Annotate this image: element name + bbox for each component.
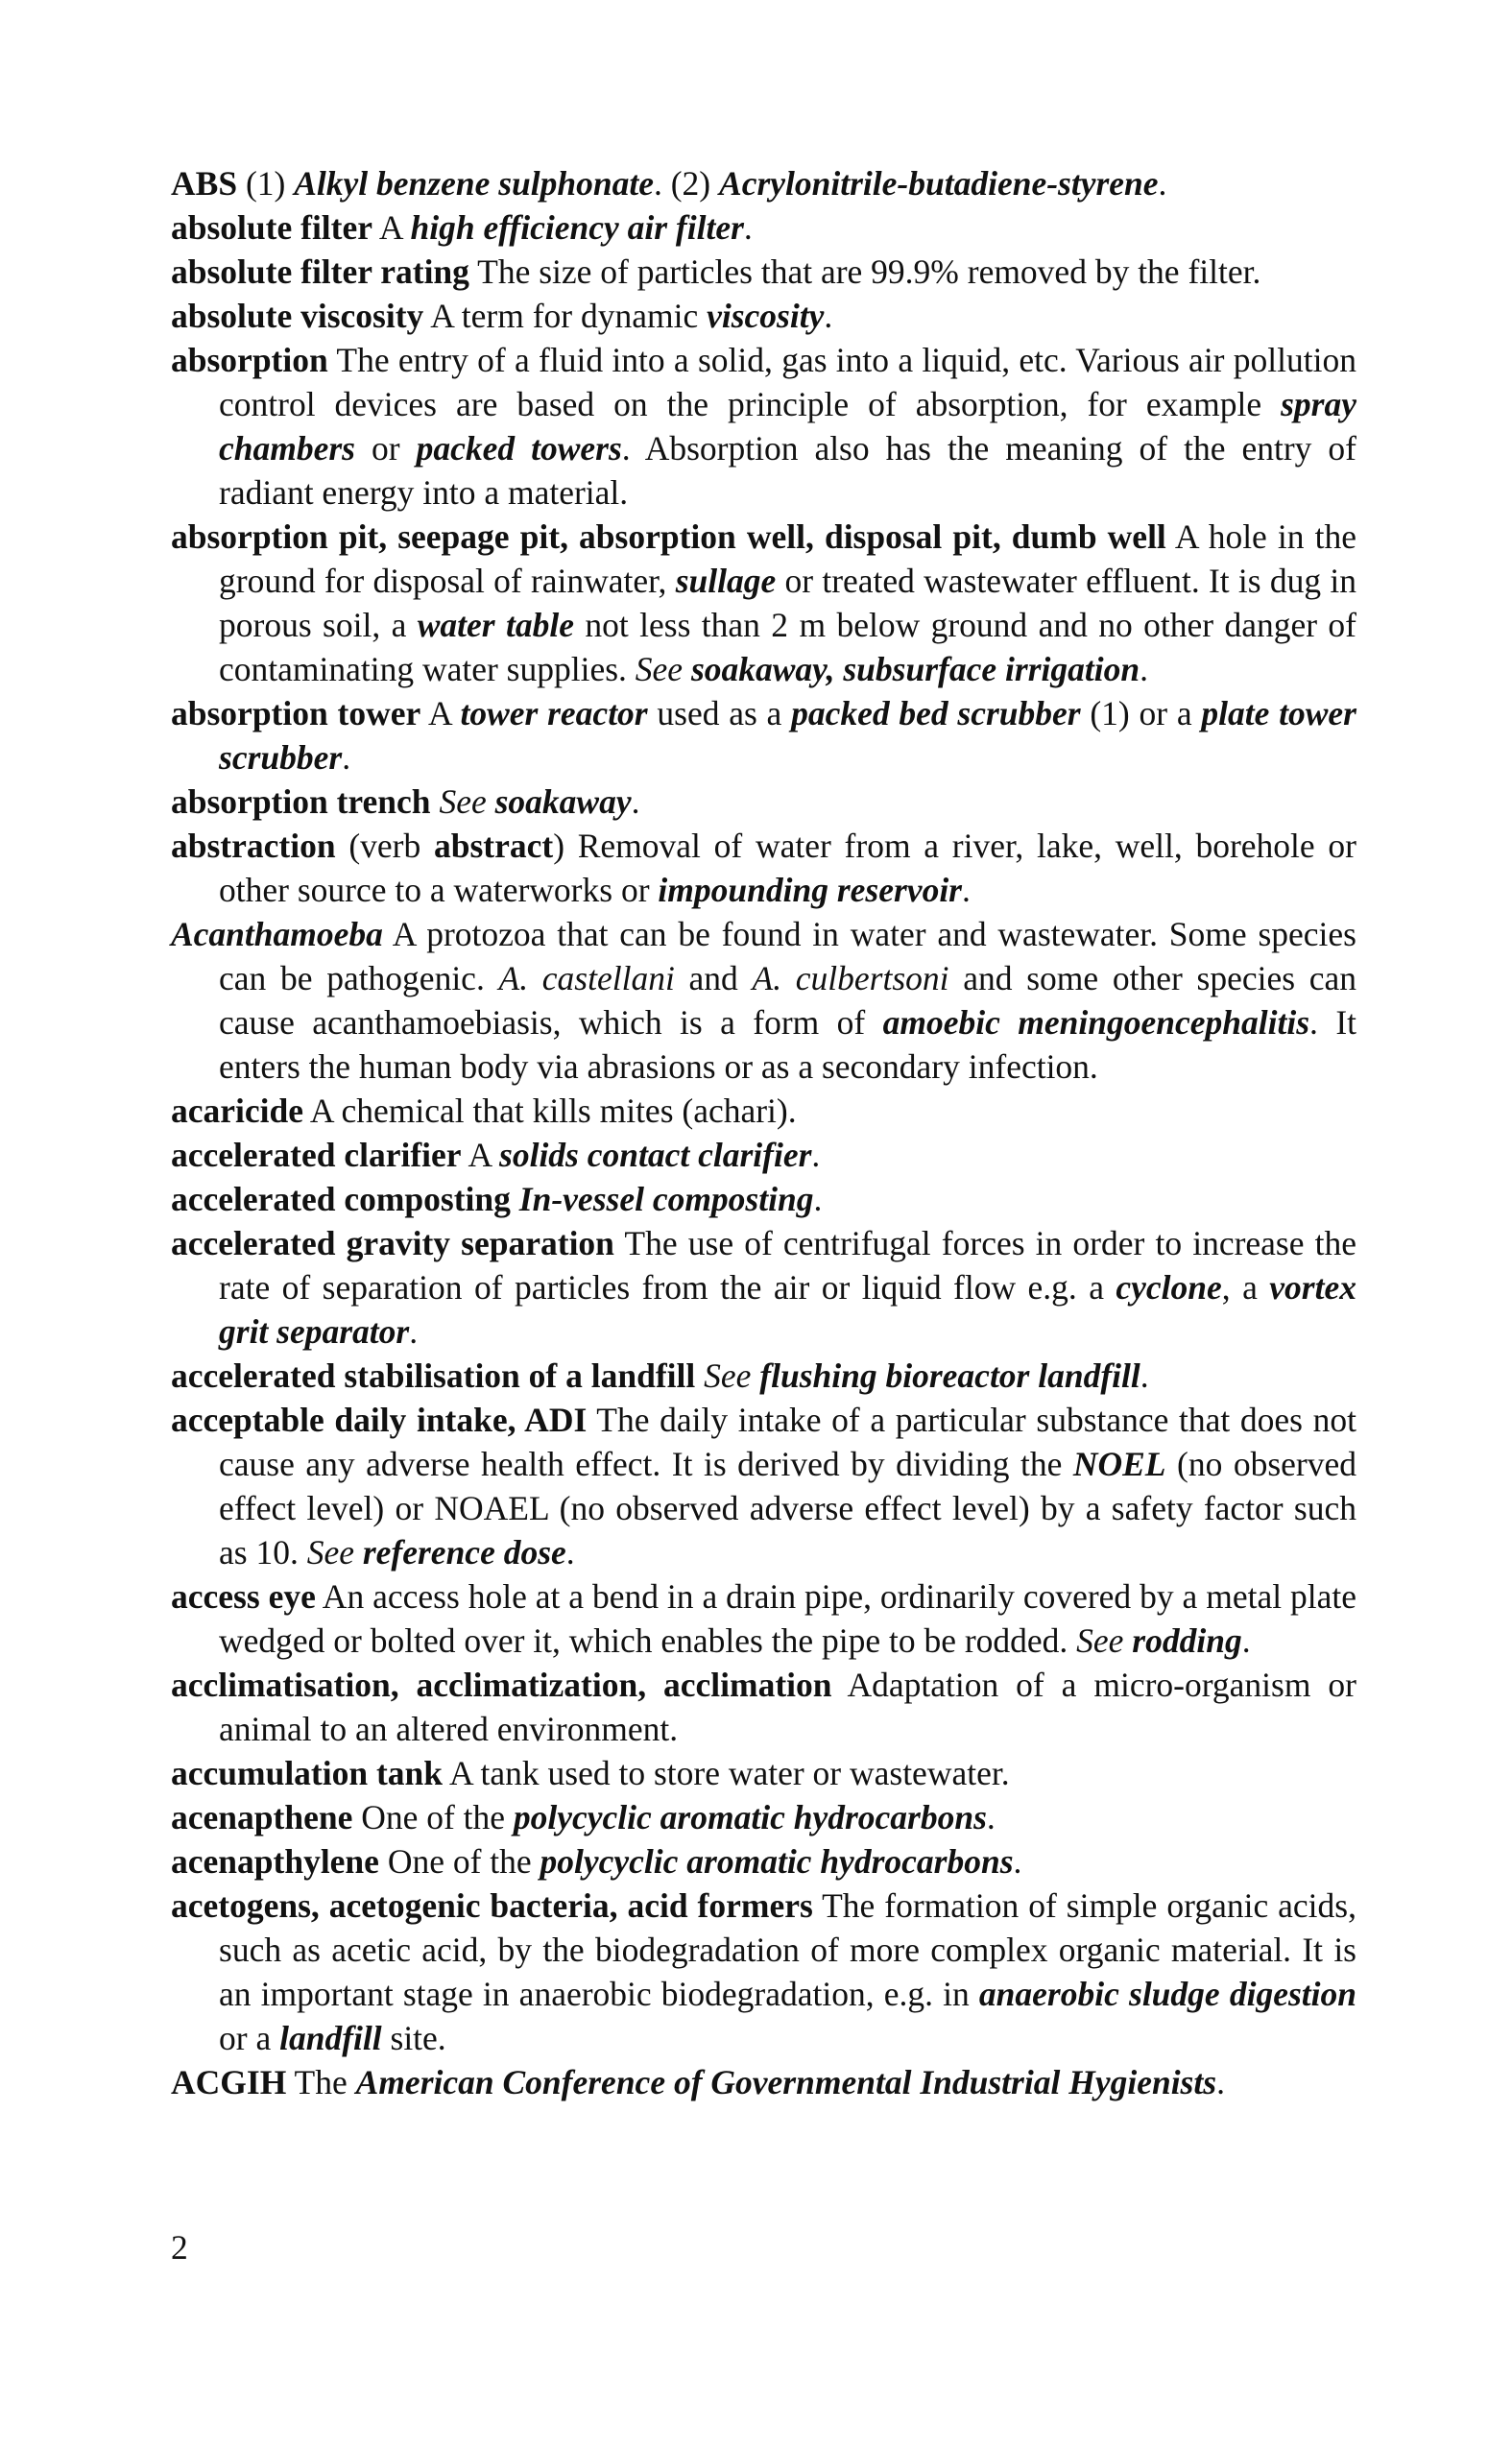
page-number: 2 bbox=[171, 2228, 188, 2267]
headword: access eye bbox=[171, 1577, 316, 1616]
entry-text: or bbox=[355, 429, 417, 468]
entry-text: . bbox=[565, 1533, 575, 1572]
entry-text: . Absorption also has the meaning of the entry of radiant energy into a material. bbox=[219, 429, 1356, 512]
italic-text: A. castellani bbox=[498, 959, 675, 997]
dictionary-entry bbox=[171, 1795, 1356, 1839]
headword: accelerated stabilisation of a landfill bbox=[171, 1356, 696, 1395]
cross-reference: rodding bbox=[1132, 1621, 1242, 1660]
entry-text: . bbox=[1140, 650, 1148, 688]
cross-reference: spray chambers bbox=[219, 385, 1356, 468]
headword: acceptable daily intake, ADI bbox=[171, 1401, 588, 1439]
dictionary-entry bbox=[171, 515, 1356, 691]
entry-text bbox=[695, 1356, 704, 1395]
dictionary-entry bbox=[171, 1221, 1356, 1354]
entry-text: A bbox=[372, 208, 411, 247]
headword: acenapthene bbox=[171, 1798, 353, 1836]
entry-text: . bbox=[1013, 1842, 1022, 1881]
entry-text: One of the bbox=[378, 1842, 540, 1881]
entry-text: and some other species can cause acanthamoebiasis, which is a form of bbox=[219, 959, 1357, 1042]
dictionary-entry bbox=[171, 1663, 1356, 1751]
cross-reference: cyclone bbox=[1116, 1268, 1222, 1307]
cross-reference: anaerobic sludge digestion bbox=[978, 1975, 1356, 2013]
entry-list bbox=[171, 161, 1356, 2104]
entry-text: A protozoa that can be found in water and wastewater. Some species can be pathogenic. bbox=[219, 915, 1356, 997]
dictionary-entry bbox=[171, 2060, 1356, 2104]
dictionary-entry bbox=[171, 338, 1356, 515]
entry-text: , a bbox=[1221, 1268, 1270, 1307]
dictionary-entry bbox=[171, 161, 1356, 205]
headword: absorption trench bbox=[171, 782, 431, 821]
dictionary-entry bbox=[171, 1354, 1356, 1398]
entry-text: . bbox=[409, 1312, 419, 1351]
italic-text: See bbox=[704, 1356, 752, 1395]
entry-text: (1) or a bbox=[1080, 694, 1202, 732]
dictionary-entry bbox=[171, 1884, 1356, 2060]
entry-text: A bbox=[420, 694, 461, 732]
entry-text bbox=[751, 1356, 759, 1395]
entry-text: and bbox=[674, 959, 753, 997]
headword: absolute viscosity bbox=[171, 297, 424, 335]
headword: absorption bbox=[171, 341, 328, 379]
cross-reference: soakaway, subsurface irrigation bbox=[690, 650, 1140, 688]
entry-text: . bbox=[743, 208, 753, 247]
entry-text: . It enters the human body via abrasions or as a secondary infection. bbox=[219, 1003, 1357, 1086]
cross-reference: NOEL bbox=[1072, 1445, 1166, 1483]
entry-text: One of the bbox=[352, 1798, 514, 1836]
headword: Acanthamoeba bbox=[171, 915, 383, 953]
cross-reference: American Conference of Governmental Industrial Hygienists bbox=[355, 2063, 1217, 2101]
cross-reference: Acrylonitrile-butadiene-styrene bbox=[719, 164, 1159, 203]
italic-text: See bbox=[306, 1533, 354, 1572]
entry-text: The daily intake of a particular substance that does not cause any adverse health effect. It is derived by dividing the bbox=[219, 1401, 1356, 1483]
cross-reference: amoebic meningoencephalitis bbox=[882, 1003, 1310, 1042]
entry-text: . bbox=[1241, 1621, 1251, 1660]
headword: accelerated clarifier bbox=[171, 1136, 462, 1174]
cross-reference: landfill bbox=[279, 2019, 382, 2057]
entry-text: . bbox=[1216, 2063, 1225, 2101]
entry-text: A term for dynamic bbox=[423, 297, 708, 335]
dictionary-entry bbox=[171, 1839, 1356, 1884]
dictionary-entry bbox=[171, 1177, 1356, 1221]
cross-reference: flushing bioreactor landfill bbox=[759, 1356, 1140, 1395]
headword: acetogens, acetogenic bacteria, acid formers bbox=[171, 1886, 813, 1925]
entry-text: or treated wastewater effluent. It is dug in porous soil, a bbox=[219, 562, 1356, 644]
entry-text: ) Removal of water from a river, lake, well, borehole or other source to a waterworks or bbox=[219, 827, 1356, 909]
entry-text: . bbox=[824, 297, 833, 335]
entry-text: (no observed effect level) or NOAEL (no observed adverse effect level) by a safety factor such as 10. bbox=[219, 1445, 1356, 1572]
cross-reference: soakaway bbox=[494, 782, 632, 821]
entry-text: A hole in the ground for disposal of rainwater, bbox=[219, 517, 1356, 600]
cross-reference: packed bed scrubber bbox=[791, 694, 1081, 732]
cross-reference: plate tower scrubber bbox=[219, 694, 1356, 777]
cross-reference: high efficiency air filter bbox=[410, 208, 744, 247]
headword: accumulation tank bbox=[171, 1754, 444, 1792]
entry-text: Adaptation of a micro-organism or animal to an altered environment. bbox=[219, 1666, 1356, 1748]
entry-text: A chemical that kills mites (achari). bbox=[303, 1092, 797, 1130]
dictionary-entry bbox=[171, 824, 1356, 912]
cross-reference: water table bbox=[417, 606, 574, 644]
entry-text: The bbox=[286, 2063, 356, 2101]
entry-text: . bbox=[813, 1180, 823, 1218]
dictionary-entry bbox=[171, 691, 1356, 780]
dictionary-entry bbox=[171, 1574, 1356, 1663]
entry-text: A tank used to store water or wastewater. bbox=[443, 1754, 1010, 1792]
entry-text: . bbox=[1140, 1356, 1149, 1395]
headword: acclimatisation, acclimatization, acclimation bbox=[171, 1666, 832, 1704]
dictionary-entry bbox=[171, 1089, 1356, 1133]
headword: ACGIH bbox=[171, 2063, 287, 2101]
dictionary-entry bbox=[171, 250, 1356, 294]
cross-reference: polycyclic aromatic hydrocarbons bbox=[540, 1842, 1014, 1881]
dictionary-entry bbox=[171, 780, 1356, 824]
entry-text: An access hole at a bend in a drain pipe, ordinarily covered by a metal plate wedged or bolted over it, which enables the pipe to be rodded. bbox=[219, 1577, 1356, 1660]
cross-reference: impounding reservoir bbox=[658, 871, 962, 909]
headword: absorption tower bbox=[171, 694, 421, 732]
entry-text: or a bbox=[219, 2019, 280, 2057]
entry-text: . bbox=[962, 871, 971, 909]
entry-text: The use of centrifugal forces in order to increase the rate of separation of particles from the air or liquid flow e.g. a bbox=[219, 1224, 1356, 1307]
italic-text: See bbox=[439, 782, 487, 821]
entry-text: (1) bbox=[237, 164, 295, 203]
dictionary-entry bbox=[171, 1133, 1356, 1177]
cross-reference: In-vessel composting bbox=[518, 1180, 814, 1218]
entry-text bbox=[354, 1533, 363, 1572]
dictionary-entry bbox=[171, 1398, 1356, 1574]
cross-reference: tower reactor bbox=[460, 694, 648, 732]
entry-text: The entry of a fluid into a solid, gas into a liquid, etc. Various air pollution control devices are based on the principle of absorption, for example bbox=[219, 341, 1356, 423]
dictionary-entry bbox=[171, 205, 1356, 250]
entry-text: . bbox=[631, 782, 640, 821]
cross-reference: vortex grit separator bbox=[219, 1268, 1356, 1351]
headword: abstract bbox=[433, 827, 554, 865]
cross-reference: sullage bbox=[675, 562, 777, 600]
cross-reference: packed towers bbox=[416, 429, 622, 468]
entry-text: . bbox=[986, 1798, 996, 1836]
entry-text: (verb bbox=[335, 827, 434, 865]
entry-text: used as a bbox=[647, 694, 792, 732]
headword: ABS bbox=[171, 164, 238, 203]
dictionary-entry bbox=[171, 912, 1356, 1089]
headword: absolute filter bbox=[171, 208, 373, 247]
dictionary-page bbox=[171, 161, 1356, 2104]
entry-text: not less than 2 m below ground and no other danger of contaminating water supplies. bbox=[219, 606, 1357, 688]
entry-text: The size of particles that are 99.9% removed by the filter. bbox=[468, 252, 1261, 291]
cross-reference: polycyclic aromatic hydrocarbons bbox=[513, 1798, 987, 1836]
entry-text: The formation of simple organic acids, such as acetic acid, by the biodegradation of more complex organic material. It is an important stage in anaerobic biodegradation, e.g. in bbox=[219, 1886, 1356, 2013]
entry-text: . bbox=[342, 738, 351, 777]
italic-text: See bbox=[1076, 1621, 1124, 1660]
italic-text: A. culbertsoni bbox=[752, 959, 949, 997]
entry-text: A bbox=[461, 1136, 500, 1174]
dictionary-entry bbox=[171, 1751, 1356, 1795]
entry-text bbox=[487, 782, 495, 821]
cross-reference: Alkyl benzene sulphonate bbox=[294, 164, 654, 203]
headword: abstraction bbox=[171, 827, 336, 865]
dictionary-entry bbox=[171, 294, 1356, 338]
italic-text: See bbox=[635, 650, 684, 688]
headword: accelerated composting bbox=[171, 1180, 511, 1218]
entry-text bbox=[683, 650, 691, 688]
cross-reference: viscosity bbox=[707, 297, 825, 335]
entry-text bbox=[1123, 1621, 1132, 1660]
entry-text: . (2) bbox=[653, 164, 720, 203]
entry-text: site. bbox=[381, 2019, 446, 2057]
cross-reference: reference dose bbox=[362, 1533, 566, 1572]
headword: accelerated gravity separation bbox=[171, 1224, 614, 1262]
entry-text: . bbox=[1158, 164, 1167, 203]
headword: acenapthylene bbox=[171, 1842, 379, 1881]
entry-text bbox=[511, 1180, 519, 1218]
headword: acaricide bbox=[171, 1092, 303, 1130]
headword: absolute filter rating bbox=[171, 252, 469, 291]
headword: absorption pit, seepage pit, absorption well, disposal pit, dumb well bbox=[171, 517, 1166, 556]
entry-text: . bbox=[811, 1136, 821, 1174]
cross-reference: solids contact clarifier bbox=[499, 1136, 812, 1174]
